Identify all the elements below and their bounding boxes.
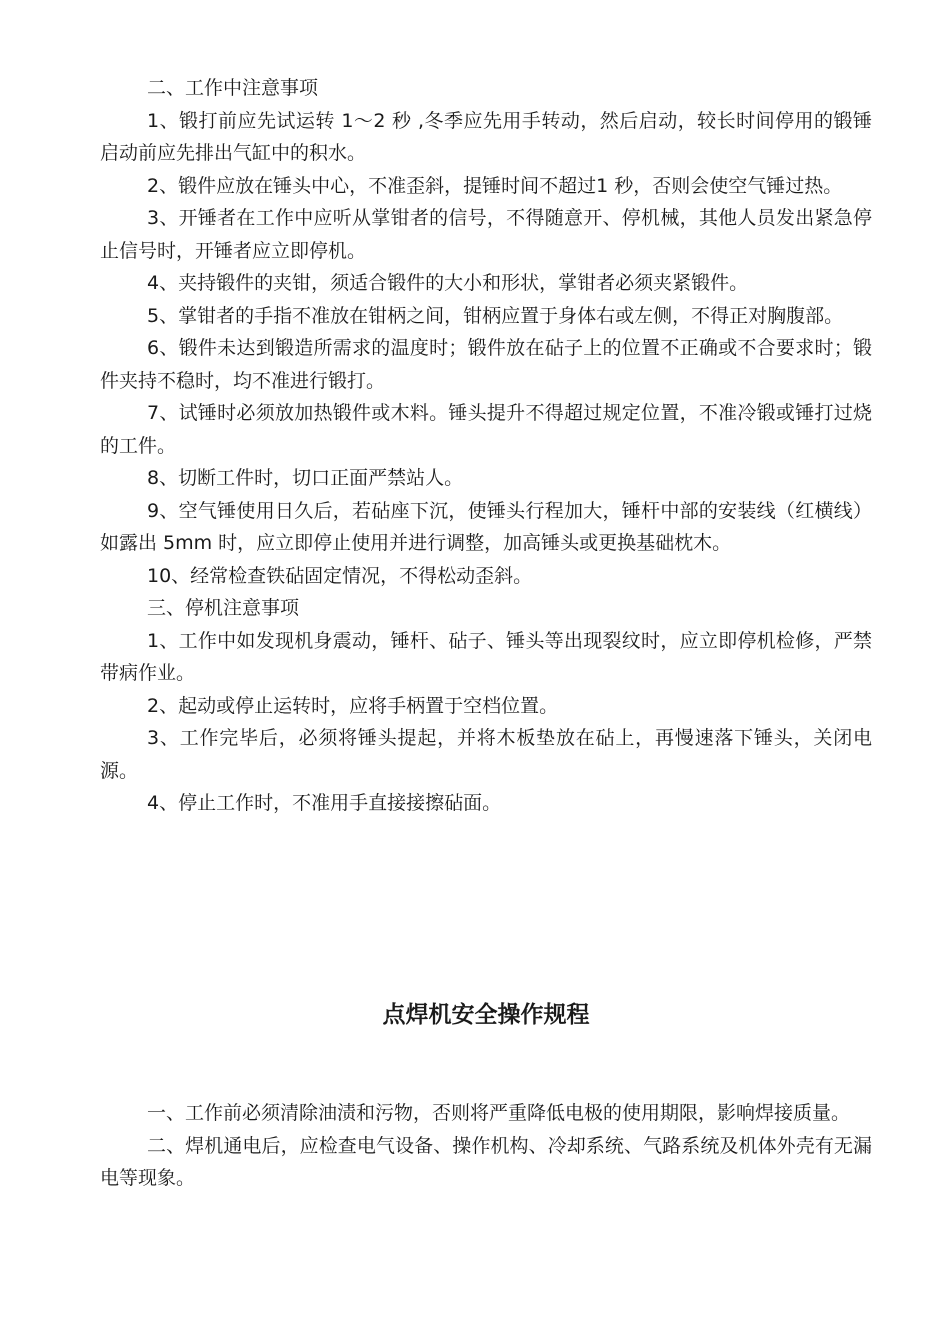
rule-paragraph: 4、停止工作时，不准用手直接接擦砧面。 [147, 792, 502, 814]
document-title: 点焊机安全操作规程 [382, 1002, 590, 1028]
rule-paragraph: 5、掌钳者的手指不准放在钳柄之间，钳柄应置于身体右或左侧，不得正对胸腹部。 [147, 304, 844, 327]
lower-section [100, 1097, 872, 1195]
section-heading-working: 二、工作中注意事项 [147, 77, 319, 99]
rule-paragraph: 1、锻打前应先试运转 1～2 秒 ,冬季应先用手转动，然后启动，较长时间停用的锻锤启动前应先排出气缸中的积水。 [100, 109, 872, 164]
upper-section [100, 72, 872, 820]
rule-paragraph: 一、工作前必须清除油渍和污物，否则将严重降低电极的使用期限，影响焊接质量。 [147, 1102, 851, 1124]
rule-paragraph: 3、开锤者在工作中应听从掌钳者的信号，不得随意开、停机械，其他人员发出紧急停止信号时，开锤者应立即停机。 [100, 207, 872, 262]
rule-paragraph: 9、空气锤使用日久后，若砧座下沉，使锤头行程加大，锤杆中部的安装线（红横线）如露出 5mm 时，应立即停止使用并进行调整，加高锤头或更换基础枕木。 [100, 499, 872, 554]
title-block [100, 996, 872, 1029]
rule-paragraph: 2、锻件应放在锤头中心，不准歪斜，提锤时间不超过1 秒，否则会使空气锤过热。 [147, 174, 843, 197]
rule-paragraph: 2、起动或停止运转时，应将手柄置于空档位置。 [147, 694, 559, 717]
rule-paragraph: 6、锻件未达到锻造所需求的温度时；锻件放在砧子上的位置不正确或不合要求时；锻件夹持不稳时，均不准进行锻打。 [100, 337, 872, 392]
rule-paragraph: 二、焊机通电后，应检查电气设备、操作机构、冷却系统、气路系统及机体外壳有无漏电等现象。 [100, 1134, 872, 1189]
section-heading-shutdown: 三、停机注意事项 [147, 597, 300, 619]
rule-paragraph: 7、试锤时必须放加热锻件或木料。锤头提升不得超过规定位置，不准冷锻或锤打过烧的工件。 [100, 402, 872, 457]
rule-paragraph: 4、夹持锻件的夹钳，须适合锻件的大小和形状，掌钳者必须夹紧锻件。 [147, 272, 749, 294]
rule-paragraph: 3、工作完毕后，必须将锤头提起，并将木板垫放在砧上，再慢速落下锤头，关闭电源。 [100, 727, 872, 782]
rule-paragraph: 1、工作中如发现机身震动，锤杆、砧子、锤头等出现裂纹时，应立即停机检修，严禁带病作业。 [100, 629, 872, 684]
rule-paragraph: 8、切断工件时，切口正面严禁站人。 [147, 467, 464, 489]
rule-paragraph: 10、经常检查铁砧固定情况，不得松动歪斜。 [147, 564, 533, 587]
